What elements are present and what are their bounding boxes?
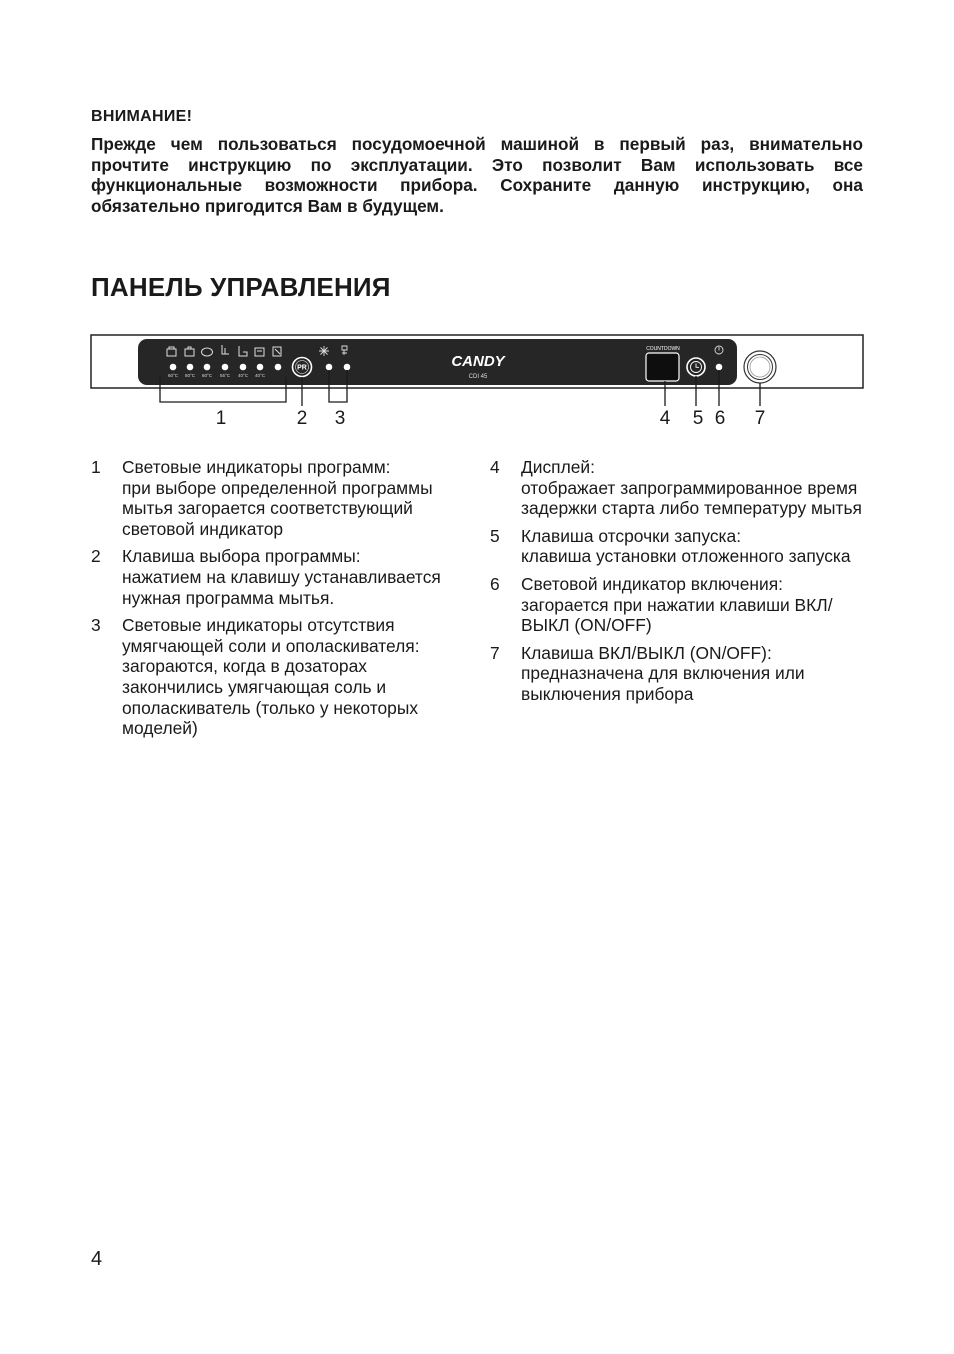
callout-7: 7	[754, 408, 766, 429]
legend-description: загорается при нажатии клавиши ВКЛ/ВЫКЛ (ON/OFF)	[521, 594, 833, 636]
display	[646, 353, 679, 381]
legend-item	[91, 615, 471, 739]
program-led	[187, 364, 194, 371]
legend-number: 5	[490, 525, 500, 546]
legend-heading: Световой индикатор включения:	[521, 573, 783, 594]
temp-label: 50°C	[184, 373, 196, 378]
legend-description: отображает запрограммированное время задержки старта либо температуру мытья	[521, 477, 862, 519]
temp-label: 40°C	[254, 373, 266, 378]
warning-title: ВНИМАНИЕ!	[91, 108, 193, 125]
control-panel-figure	[90, 334, 865, 434]
callout-3: 3	[334, 408, 346, 429]
legend-heading: Световые индикаторы отсутствия умягчающей соли и ополаскивателя:	[122, 615, 420, 656]
power-led	[716, 364, 723, 371]
program-led	[257, 364, 264, 371]
legend-heading: Световые индикаторы программ:	[122, 457, 391, 477]
temp-label: 40°C	[237, 373, 249, 378]
callout-4: 4	[659, 408, 671, 429]
legend-list-left	[91, 457, 471, 746]
program-led	[204, 364, 211, 371]
warning-text: Прежде чем пользоваться посудомоечной машиной в первый раз, внимательно прочтите инструкцию по эксплуатации. Это позволит Вам использовать все функциональные возможности прибора. Сохраните данную инструкцию, она обязательно пригодится Вам в будущем.	[91, 134, 863, 216]
model-label: CDI 45	[468, 374, 488, 380]
legend-description: нажатием на клавишу устанавливается нужная программа мытья.	[122, 566, 441, 608]
program-led	[222, 364, 229, 371]
legend-list-right	[490, 457, 870, 712]
on-off-button[interactable]	[744, 351, 776, 383]
temp-label: 60°C	[167, 373, 179, 378]
program-button[interactable]	[293, 358, 312, 377]
page-number: 4	[91, 1248, 103, 1270]
legend-number: 1	[91, 457, 101, 477]
legend-description: предназначена для включения или выключения прибора	[521, 663, 805, 704]
legend-item	[490, 574, 870, 636]
temp-label: 60°C	[201, 373, 213, 378]
legend-heading: Дисплей:	[521, 457, 595, 477]
legend-item	[91, 546, 471, 608]
legend-description: при выборе определенной программы мытья загорается соответствующий световой индикатор	[122, 477, 433, 539]
legend-number: 2	[91, 546, 101, 567]
countdown-label: COUNTDOWN	[646, 346, 680, 352]
rinse-aid-led	[344, 364, 351, 371]
callout-5: 5	[692, 408, 704, 429]
legend-description: загораются, когда в дозаторах закончились умягчающая соль и ополаскиватель (только у некоторых моделей)	[122, 656, 419, 739]
callout-2: 2	[296, 408, 308, 429]
legend-heading: Клавиша выбора программы:	[122, 546, 361, 567]
salt-icon	[319, 346, 329, 356]
program-led	[170, 364, 177, 371]
legend-heading: Клавиша отсрочки запуска:	[521, 525, 742, 546]
delay-start-button[interactable]	[687, 358, 705, 376]
legend-item	[490, 643, 870, 705]
legend-heading: Клавиша ВКЛ/ВЫКЛ (ON/OFF):	[521, 642, 772, 663]
legend-number: 4	[490, 457, 500, 477]
svg-text:PR: PR	[297, 364, 307, 372]
legend-number: 7	[490, 642, 500, 663]
legend-item	[490, 526, 870, 567]
legend-number: 3	[91, 615, 101, 636]
section-title: ПАНЕЛЬ УПРАВЛЕНИЯ	[91, 272, 391, 302]
legend-number: 6	[490, 573, 500, 594]
callout-1: 1	[215, 408, 227, 429]
program-led	[240, 364, 247, 371]
legend-item	[490, 457, 870, 519]
salt-led	[326, 364, 333, 371]
legend-item	[91, 457, 471, 539]
program-led	[275, 364, 282, 371]
callout-6: 6	[714, 408, 726, 429]
temp-label: 55°C	[219, 373, 231, 378]
legend-description: клавиша установки отложенного запуска	[521, 546, 851, 567]
brand-logo: CANDY	[451, 353, 505, 370]
